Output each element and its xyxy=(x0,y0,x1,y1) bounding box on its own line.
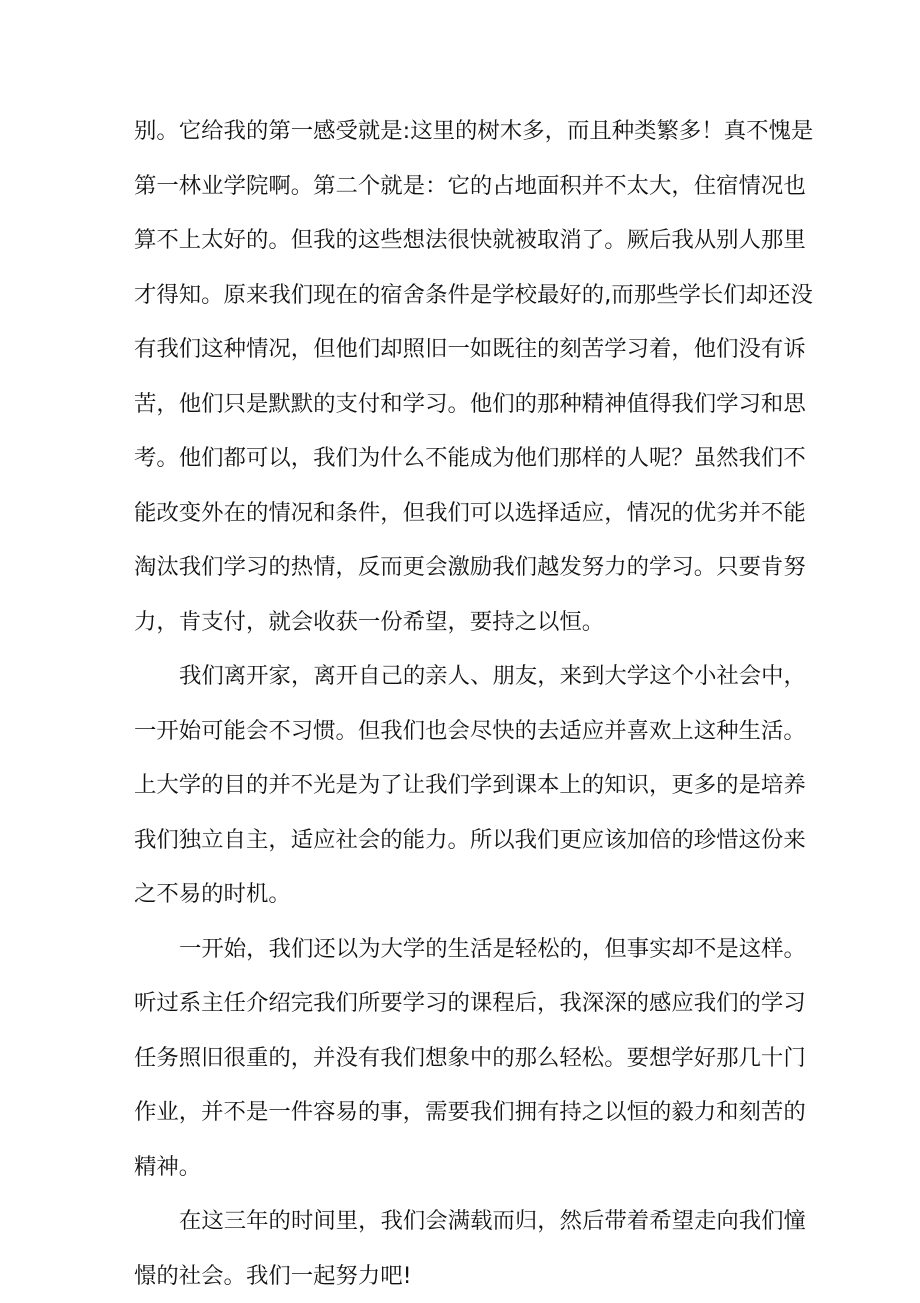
paragraph-2 xyxy=(134,649,794,922)
text-line: 在这三年的时间里，我们会满载而归，然后带着希望走向我们憧 xyxy=(134,1194,794,1249)
text-line: 之不易的时机。 xyxy=(134,867,794,922)
text-line: 我们离开家，离开自己的亲人、朋友，来到大学这个小社会中， xyxy=(134,649,794,704)
text-line: 有我们这种情况，但他们却照旧一如既往的刻苦学习着，他们没有诉 xyxy=(134,322,794,377)
text-line: 一开始可能会不习惯。但我们也会尽快的去适应并喜欢上这种生活。 xyxy=(134,704,794,759)
text-line: 力，肯支付，就会收获一份希望，要持之以恒。 xyxy=(134,595,794,650)
text-line: 任务照旧很重的，并没有我们想象中的那么轻松。要想学好那几十门 xyxy=(134,1031,794,1086)
text-line: 第一林业学院啊。第二个就是：它的占地面积并不太大，住宿情况也 xyxy=(134,159,794,214)
text-line: 一开始，我们还以为大学的生活是轻松的，但事实却不是这样。 xyxy=(134,922,794,977)
text-line: 能改变外在的情况和条件，但我们可以选择适应，情况的优劣并不能 xyxy=(134,486,794,541)
text-line: 淘汰我们学习的热情，反而更会激励我们越发努力的学习。只要肯努 xyxy=(134,540,794,595)
text-line: 考。他们都可以，我们为什么不能成为他们那样的人呢？虽然我们不 xyxy=(134,431,794,486)
paragraph-4 xyxy=(134,1194,794,1303)
text-line: 憬的社会。我们一起努力吧! xyxy=(134,1249,794,1303)
text-line: 才得知。原来我们现在的宿舍条件是学校最好的,而那些学长们却还没 xyxy=(134,268,794,323)
paragraph-1 xyxy=(134,104,794,649)
document-page xyxy=(134,104,794,1303)
text-line: 听过系主任介绍完我们所要学习的课程后，我深深的感应我们的学习 xyxy=(134,976,794,1031)
text-line: 上大学的目的并不光是为了让我们学到课本上的知识，更多的是培养 xyxy=(134,758,794,813)
text-line: 精神。 xyxy=(134,1140,794,1195)
text-line: 算不上太好的。但我的这些想法很快就被取消了。厥后我从别人那里 xyxy=(134,213,794,268)
text-line: 我们独立自主，适应社会的能力。所以我们更应该加倍的珍惜这份来 xyxy=(134,813,794,868)
paragraph-3 xyxy=(134,922,794,1195)
text-line: 苦，他们只是默默的支付和学习。他们的那种精神值得我们学习和思 xyxy=(134,377,794,432)
text-line: 作业，并不是一件容易的事，需要我们拥有持之以恒的毅力和刻苦的 xyxy=(134,1085,794,1140)
text-line: 别。它给我的第一感受就是:这里的树木多，而且种类繁多！真不愧是 xyxy=(134,104,794,159)
